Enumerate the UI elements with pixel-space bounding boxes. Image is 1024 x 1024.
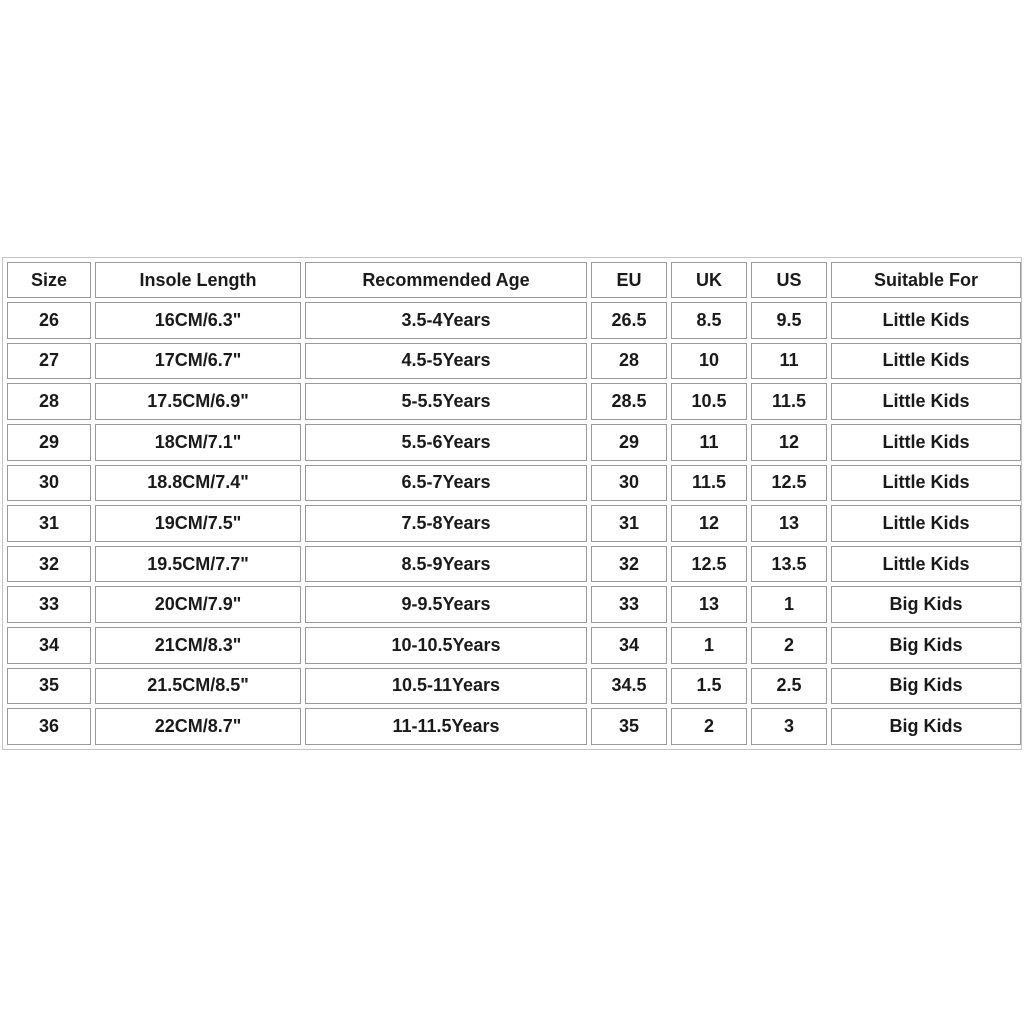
cell-eu: 28.5 bbox=[591, 383, 667, 420]
cell-size: 30 bbox=[7, 465, 91, 502]
cell-size: 29 bbox=[7, 424, 91, 461]
cell-uk: 2 bbox=[671, 708, 747, 745]
size-chart-table bbox=[3, 258, 1024, 749]
cell-us: 9.5 bbox=[751, 302, 827, 339]
table-row bbox=[7, 668, 1021, 705]
cell-suitable-for: Little Kids bbox=[831, 505, 1021, 542]
cell-recommended-age: 10-10.5Years bbox=[305, 627, 587, 664]
cell-us: 12.5 bbox=[751, 465, 827, 502]
cell-suitable-for: Little Kids bbox=[831, 383, 1021, 420]
cell-recommended-age: 4.5-5Years bbox=[305, 343, 587, 380]
cell-recommended-age: 8.5-9Years bbox=[305, 546, 587, 583]
cell-size: 26 bbox=[7, 302, 91, 339]
cell-insole-length: 19.5CM/7.7" bbox=[95, 546, 301, 583]
cell-us: 12 bbox=[751, 424, 827, 461]
cell-uk: 1.5 bbox=[671, 668, 747, 705]
header-size: Size bbox=[7, 262, 91, 298]
cell-insole-length: 21CM/8.3" bbox=[95, 627, 301, 664]
cell-suitable-for: Little Kids bbox=[831, 343, 1021, 380]
cell-uk: 10 bbox=[671, 343, 747, 380]
cell-suitable-for: Big Kids bbox=[831, 627, 1021, 664]
cell-eu: 29 bbox=[591, 424, 667, 461]
cell-suitable-for: Little Kids bbox=[831, 302, 1021, 339]
cell-us: 11 bbox=[751, 343, 827, 380]
table-row bbox=[7, 302, 1021, 339]
cell-recommended-age: 10.5-11Years bbox=[305, 668, 587, 705]
cell-uk: 12.5 bbox=[671, 546, 747, 583]
cell-size: 36 bbox=[7, 708, 91, 745]
cell-suitable-for: Big Kids bbox=[831, 668, 1021, 705]
header-suitable-for: Suitable For bbox=[831, 262, 1021, 298]
cell-us: 11.5 bbox=[751, 383, 827, 420]
cell-eu: 33 bbox=[591, 586, 667, 623]
cell-eu: 26.5 bbox=[591, 302, 667, 339]
cell-insole-length: 16CM/6.3" bbox=[95, 302, 301, 339]
cell-suitable-for: Big Kids bbox=[831, 708, 1021, 745]
header-row bbox=[7, 262, 1021, 298]
table-row bbox=[7, 465, 1021, 502]
cell-us: 2.5 bbox=[751, 668, 827, 705]
header-eu: EU bbox=[591, 262, 667, 298]
cell-insole-length: 21.5CM/8.5" bbox=[95, 668, 301, 705]
cell-size: 32 bbox=[7, 546, 91, 583]
table-row bbox=[7, 343, 1021, 380]
cell-recommended-age: 7.5-8Years bbox=[305, 505, 587, 542]
cell-uk: 10.5 bbox=[671, 383, 747, 420]
cell-recommended-age: 9-9.5Years bbox=[305, 586, 587, 623]
header-insole-length: Insole Length bbox=[95, 262, 301, 298]
table-row bbox=[7, 627, 1021, 664]
cell-eu: 32 bbox=[591, 546, 667, 583]
header-uk: UK bbox=[671, 262, 747, 298]
cell-insole-length: 18CM/7.1" bbox=[95, 424, 301, 461]
cell-size: 35 bbox=[7, 668, 91, 705]
cell-us: 2 bbox=[751, 627, 827, 664]
cell-suitable-for: Little Kids bbox=[831, 465, 1021, 502]
cell-insole-length: 19CM/7.5" bbox=[95, 505, 301, 542]
cell-us: 1 bbox=[751, 586, 827, 623]
cell-eu: 28 bbox=[591, 343, 667, 380]
table-row bbox=[7, 383, 1021, 420]
cell-recommended-age: 6.5-7Years bbox=[305, 465, 587, 502]
cell-uk: 1 bbox=[671, 627, 747, 664]
cell-eu: 30 bbox=[591, 465, 667, 502]
cell-us: 3 bbox=[751, 708, 827, 745]
cell-insole-length: 17CM/6.7" bbox=[95, 343, 301, 380]
cell-recommended-age: 5.5-6Years bbox=[305, 424, 587, 461]
table-row bbox=[7, 586, 1021, 623]
table-row bbox=[7, 424, 1021, 461]
cell-eu: 31 bbox=[591, 505, 667, 542]
cell-insole-length: 22CM/8.7" bbox=[95, 708, 301, 745]
cell-eu: 35 bbox=[591, 708, 667, 745]
cell-suitable-for: Little Kids bbox=[831, 546, 1021, 583]
cell-uk: 11 bbox=[671, 424, 747, 461]
cell-recommended-age: 11-11.5Years bbox=[305, 708, 587, 745]
cell-uk: 12 bbox=[671, 505, 747, 542]
cell-uk: 8.5 bbox=[671, 302, 747, 339]
cell-size: 28 bbox=[7, 383, 91, 420]
cell-size: 34 bbox=[7, 627, 91, 664]
cell-eu: 34.5 bbox=[591, 668, 667, 705]
cell-suitable-for: Little Kids bbox=[831, 424, 1021, 461]
cell-size: 27 bbox=[7, 343, 91, 380]
cell-insole-length: 18.8CM/7.4" bbox=[95, 465, 301, 502]
cell-size: 31 bbox=[7, 505, 91, 542]
cell-us: 13.5 bbox=[751, 546, 827, 583]
cell-insole-length: 20CM/7.9" bbox=[95, 586, 301, 623]
cell-recommended-age: 5-5.5Years bbox=[305, 383, 587, 420]
table-row bbox=[7, 505, 1021, 542]
cell-insole-length: 17.5CM/6.9" bbox=[95, 383, 301, 420]
cell-uk: 13 bbox=[671, 586, 747, 623]
size-chart bbox=[2, 257, 1022, 750]
header-recommended-age: Recommended Age bbox=[305, 262, 587, 298]
table-row bbox=[7, 546, 1021, 583]
cell-size: 33 bbox=[7, 586, 91, 623]
size-chart-body bbox=[7, 302, 1021, 745]
table-row bbox=[7, 708, 1021, 745]
cell-uk: 11.5 bbox=[671, 465, 747, 502]
cell-us: 13 bbox=[751, 505, 827, 542]
cell-recommended-age: 3.5-4Years bbox=[305, 302, 587, 339]
cell-suitable-for: Big Kids bbox=[831, 586, 1021, 623]
header-us: US bbox=[751, 262, 827, 298]
cell-eu: 34 bbox=[591, 627, 667, 664]
